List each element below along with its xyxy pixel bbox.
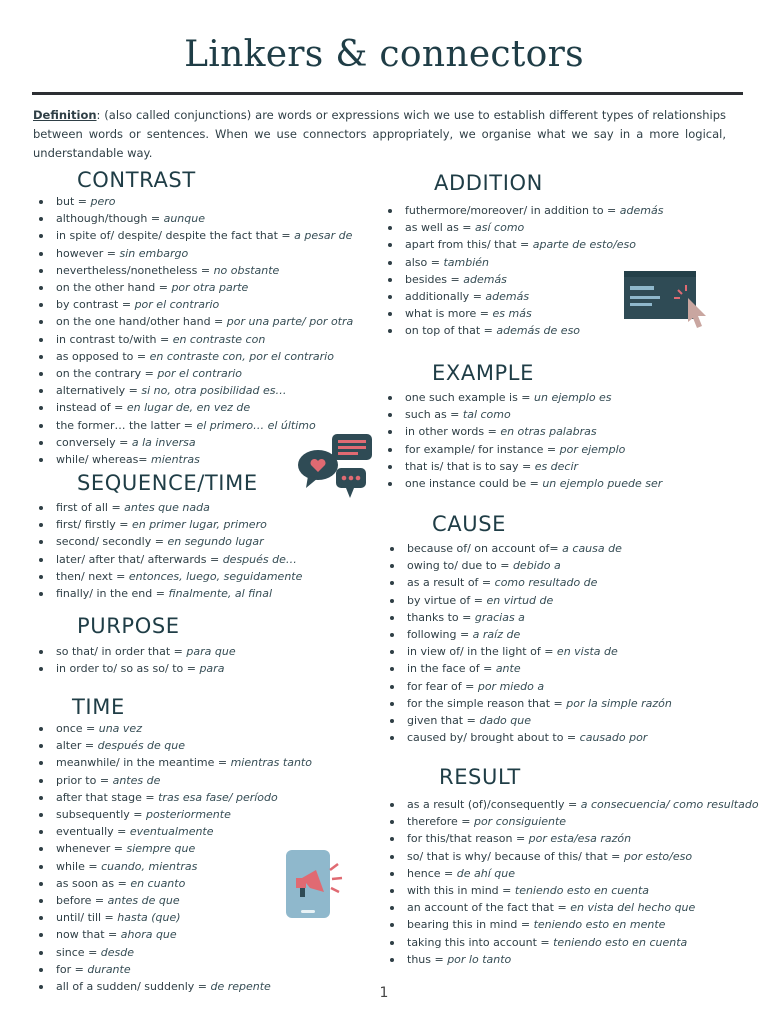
linker-spanish: en otras palabras bbox=[500, 425, 597, 439]
list-item bbox=[35, 806, 312, 823]
definition-text: : (also called conjunctions) are words or expressions wich we use to establish different types of relationships between words or sentences. When we use connectors appropriately, we organise what we say in a more logical, understandable way. bbox=[33, 108, 726, 160]
purpose-heading: PURPOSE bbox=[77, 614, 180, 638]
list-item bbox=[386, 712, 672, 729]
list-item bbox=[35, 944, 312, 961]
list-item bbox=[35, 858, 312, 875]
linker-spanish: por el contrario bbox=[134, 298, 220, 312]
list-item bbox=[384, 406, 662, 423]
linker-english: as opposed to = bbox=[56, 349, 150, 363]
list-item bbox=[386, 882, 759, 899]
list-item bbox=[384, 423, 662, 440]
linker-english: as a result of = bbox=[407, 576, 495, 590]
list-item bbox=[35, 210, 353, 227]
linker-english: apart from this/ that = bbox=[405, 238, 533, 252]
linker-english: instead of = bbox=[56, 401, 127, 415]
linker-spanish: por otra parte bbox=[171, 281, 249, 295]
list-item bbox=[386, 660, 672, 677]
linker-spanish: desde bbox=[100, 945, 135, 959]
linker-spanish: para que bbox=[186, 645, 236, 658]
list-item bbox=[35, 875, 312, 892]
linker-spanish: antes que nada bbox=[124, 501, 210, 514]
linker-english: futhermore/moreover/ in addition to = bbox=[405, 204, 620, 217]
linker-english: given that = bbox=[407, 714, 480, 728]
linker-english: nevertheless/nonetheless = bbox=[56, 263, 214, 277]
linker-spanish: sin embargo bbox=[119, 246, 189, 260]
linker-english: conversely = bbox=[56, 435, 132, 449]
list-item bbox=[35, 279, 353, 296]
list-item bbox=[35, 789, 312, 806]
list-item bbox=[386, 626, 672, 643]
linker-spanish: además bbox=[619, 204, 664, 217]
linker-english: following = bbox=[407, 628, 473, 642]
sequence-section bbox=[35, 470, 302, 602]
linker-spanish: también bbox=[443, 255, 490, 269]
linker-spanish: debido a bbox=[512, 559, 561, 573]
linker-spanish: no obstante bbox=[213, 263, 280, 277]
linker-spanish: aparte de esto/eso bbox=[532, 238, 637, 252]
list-item bbox=[35, 737, 312, 754]
linker-spanish: por ejemplo bbox=[559, 442, 626, 456]
list-item bbox=[35, 499, 302, 516]
linker-spanish: para bbox=[199, 662, 225, 676]
time-heading: TIME bbox=[72, 695, 125, 719]
linker-spanish: entonces, luego, seguidamente bbox=[128, 569, 303, 583]
linker-english: taking this into account = bbox=[407, 935, 554, 949]
page-title: Linkers & connectors bbox=[184, 34, 584, 75]
linker-english: while = bbox=[56, 859, 102, 873]
linker-english: also = bbox=[405, 255, 444, 269]
linker-spanish: además de eso bbox=[496, 324, 581, 338]
linker-english: second/ secondly = bbox=[56, 535, 168, 549]
linker-english: in contrast to/with = bbox=[56, 332, 173, 346]
linker-english: then/ next = bbox=[56, 569, 129, 583]
linker-spanish: tal como bbox=[462, 408, 511, 422]
linker-english: thus = bbox=[407, 952, 448, 966]
linker-spanish: finalmente, al final bbox=[168, 587, 273, 601]
list-item bbox=[386, 848, 759, 865]
browser-click-icon bbox=[622, 268, 714, 330]
list-item bbox=[35, 193, 353, 210]
linker-spanish: una vez bbox=[98, 722, 142, 735]
list-item bbox=[35, 720, 312, 737]
linker-english: on the other hand = bbox=[56, 281, 172, 295]
list-item bbox=[386, 592, 672, 609]
linker-english: finally/ in the end = bbox=[56, 587, 169, 601]
chat-bubbles-icon bbox=[296, 432, 376, 502]
list-item bbox=[386, 609, 672, 626]
linker-spanish: tras esa fase/ período bbox=[158, 790, 278, 804]
list-item bbox=[386, 813, 759, 830]
cause-list bbox=[386, 540, 672, 746]
contrast-list bbox=[35, 193, 353, 468]
definition-paragraph bbox=[33, 106, 726, 163]
example-section bbox=[384, 360, 662, 492]
linker-spanish: mientras tanto bbox=[230, 756, 312, 770]
contrast-section bbox=[35, 167, 353, 468]
linker-spanish: por consiguiente bbox=[473, 815, 567, 829]
list-item bbox=[386, 729, 672, 746]
linker-english: however = bbox=[56, 246, 120, 260]
list-item bbox=[384, 389, 662, 406]
linker-english: in other words = bbox=[405, 425, 501, 439]
list-item bbox=[384, 219, 663, 236]
list-item bbox=[35, 909, 312, 926]
linker-spanish: por miedo a bbox=[477, 679, 545, 693]
result-section bbox=[386, 764, 759, 968]
linker-english: so/ that is why/ because of this/ that = bbox=[407, 849, 624, 863]
linker-spanish: por el contrario bbox=[157, 367, 243, 381]
linker-spanish: gracias a bbox=[474, 610, 525, 624]
linker-english: for fear of = bbox=[407, 679, 478, 693]
linker-spanish: ante bbox=[495, 662, 521, 676]
list-item bbox=[384, 202, 663, 219]
linker-english: that is/ that is to say = bbox=[405, 459, 535, 473]
list-item bbox=[35, 643, 236, 660]
list-item bbox=[35, 772, 312, 789]
linker-spanish: pero bbox=[90, 195, 116, 208]
list-item bbox=[384, 441, 662, 458]
result-list bbox=[386, 796, 759, 968]
list-item bbox=[35, 660, 236, 677]
linker-spanish: siempre que bbox=[126, 842, 196, 856]
linker-english: first of all = bbox=[56, 501, 125, 514]
linker-spanish: además bbox=[485, 290, 530, 304]
list-item bbox=[386, 934, 759, 951]
list-item bbox=[35, 227, 353, 244]
list-item bbox=[384, 236, 663, 253]
linker-english: thanks to = bbox=[407, 610, 475, 624]
linker-english: by contrast = bbox=[56, 298, 135, 312]
list-item bbox=[35, 348, 353, 365]
list-item bbox=[386, 695, 672, 712]
linker-english: caused by/ brought about to = bbox=[407, 731, 580, 745]
linker-spanish: ahora que bbox=[120, 928, 177, 942]
linker-english: subsequently = bbox=[56, 808, 146, 822]
linker-english: an account of the fact that = bbox=[407, 901, 571, 915]
list-item bbox=[35, 313, 353, 330]
linker-english: as well as = bbox=[405, 221, 476, 235]
linker-english: the former… the latter = bbox=[56, 418, 197, 432]
linker-english: meanwhile/ in the meantime = bbox=[56, 756, 231, 770]
list-item bbox=[35, 585, 302, 602]
linker-spanish: el primero… el último bbox=[196, 418, 316, 432]
result-heading: RESULT bbox=[439, 765, 521, 789]
linker-spanish: hasta (que) bbox=[117, 911, 181, 925]
list-item bbox=[386, 643, 672, 660]
linker-english: eventually = bbox=[56, 825, 130, 839]
list-item bbox=[35, 568, 302, 585]
linker-english: first/ firstly = bbox=[56, 518, 132, 532]
list-item bbox=[35, 892, 312, 909]
linker-spanish: después de… bbox=[222, 552, 297, 566]
addition-heading: ADDITION bbox=[434, 171, 543, 195]
linker-english: what is more = bbox=[405, 307, 493, 321]
linker-spanish: es más bbox=[492, 307, 532, 321]
list-item bbox=[384, 458, 662, 475]
list-item bbox=[35, 551, 302, 568]
linker-english: on the one hand/other hand = bbox=[56, 315, 227, 329]
list-item bbox=[35, 365, 353, 382]
linker-spanish: cuando, mientras bbox=[101, 859, 198, 873]
linker-spanish: teniendo esto en cuenta bbox=[514, 884, 650, 898]
linker-english: as soon as = bbox=[56, 876, 131, 890]
sequence-list bbox=[35, 499, 302, 602]
linker-english: as a result (of)/consequently = bbox=[407, 798, 581, 811]
linker-spanish: en contraste con, por el contrario bbox=[149, 349, 334, 363]
linker-english: in the face of = bbox=[407, 662, 496, 676]
linker-english: for this/that reason = bbox=[407, 832, 529, 846]
list-item bbox=[386, 574, 672, 591]
list-item bbox=[35, 296, 353, 313]
list-item bbox=[35, 516, 302, 533]
linker-spanish: de ahí que bbox=[456, 866, 515, 880]
linker-spanish: causado por bbox=[579, 731, 648, 745]
linker-english: one such example is = bbox=[405, 391, 535, 404]
list-item bbox=[35, 926, 312, 943]
list-item bbox=[35, 961, 312, 978]
linker-spanish: si no, otra posibilidad es… bbox=[141, 384, 287, 398]
linker-english: additionally = bbox=[405, 290, 486, 304]
list-item bbox=[35, 533, 302, 550]
linker-english: on top of that = bbox=[405, 324, 497, 338]
linker-spanish: teniendo esto en cuenta bbox=[553, 935, 688, 949]
linker-spanish: a raíz de bbox=[472, 628, 521, 642]
linker-spanish: por esta/esa razón bbox=[528, 832, 632, 846]
linker-spanish: dado que bbox=[479, 714, 531, 728]
linker-spanish: eventualmente bbox=[129, 825, 214, 839]
linker-spanish: a la inversa bbox=[131, 435, 196, 449]
linker-spanish: en virtud de bbox=[486, 593, 554, 607]
linker-english: such as = bbox=[405, 408, 463, 422]
linker-spanish: después de que bbox=[97, 739, 186, 753]
example-list bbox=[384, 389, 662, 492]
linker-spanish: es decir bbox=[534, 459, 579, 473]
linker-spanish: por esto/eso bbox=[623, 849, 693, 863]
linker-spanish: de repente bbox=[210, 980, 271, 994]
linker-english: prior to = bbox=[56, 773, 113, 787]
list-item bbox=[35, 331, 353, 348]
contrast-heading: CONTRAST bbox=[77, 168, 196, 192]
linker-spanish: por una parte/ por otra bbox=[226, 315, 354, 329]
linker-spanish: por lo tanto bbox=[447, 952, 512, 966]
linker-spanish: en vista del hecho que bbox=[570, 901, 696, 915]
linker-spanish: antes de bbox=[112, 773, 161, 787]
list-item bbox=[386, 796, 759, 813]
linker-english: because of/ on account of= bbox=[407, 542, 563, 555]
linker-english: with this in mind = bbox=[407, 884, 515, 898]
list-item bbox=[35, 245, 353, 262]
linker-english: hence = bbox=[407, 866, 457, 880]
page-number: 1 bbox=[379, 985, 389, 1001]
linker-english: bearing this in mind = bbox=[407, 918, 534, 932]
sequence-heading: SEQUENCE/TIME bbox=[77, 471, 258, 495]
time-list bbox=[35, 720, 312, 995]
purpose-section bbox=[35, 613, 236, 677]
linker-english: alter = bbox=[56, 739, 98, 753]
linker-english: once = bbox=[56, 722, 99, 735]
linker-english: alternatively = bbox=[56, 384, 142, 398]
linker-spanish: durante bbox=[87, 962, 131, 976]
linker-english: before = bbox=[56, 894, 108, 908]
linker-spanish: en contraste con bbox=[172, 332, 266, 346]
linker-spanish: teniendo esto en mente bbox=[533, 918, 666, 932]
list-item bbox=[35, 382, 353, 399]
list-item bbox=[35, 754, 312, 771]
definition-label: Definition bbox=[33, 108, 97, 122]
linker-spanish: un ejemplo es bbox=[534, 391, 612, 404]
title-divider bbox=[32, 92, 743, 95]
linker-english: on the contrary = bbox=[56, 367, 158, 381]
linker-english: so that/ in order that = bbox=[56, 645, 187, 658]
list-item bbox=[386, 865, 759, 882]
purpose-list bbox=[35, 643, 236, 677]
list-item bbox=[35, 840, 312, 857]
list-item bbox=[386, 951, 759, 968]
list-item bbox=[386, 540, 672, 557]
linker-english: in view of/ in the light of = bbox=[407, 645, 557, 659]
linker-english: in order to/ so as so/ to = bbox=[56, 662, 200, 676]
list-item bbox=[386, 830, 759, 847]
linker-english: in spite of/ despite/ despite the fact that = bbox=[56, 229, 295, 243]
linker-spanish: posteriormente bbox=[145, 808, 231, 822]
linker-english: whenever = bbox=[56, 842, 127, 856]
list-item bbox=[35, 399, 353, 416]
list-item bbox=[386, 678, 672, 695]
linker-spanish: en vista de bbox=[556, 645, 618, 659]
linker-spanish: además bbox=[463, 272, 507, 286]
linker-english: since = bbox=[56, 945, 101, 959]
list-item bbox=[35, 978, 312, 995]
linker-english: until/ till = bbox=[56, 911, 118, 925]
linker-spanish: así como bbox=[475, 221, 525, 235]
linker-english: although/though = bbox=[56, 212, 164, 226]
linker-english: owing to/ due to = bbox=[407, 559, 513, 573]
list-item bbox=[35, 823, 312, 840]
linker-spanish: antes de que bbox=[107, 894, 180, 908]
linker-english: one instance could be = bbox=[405, 477, 543, 491]
linker-spanish: por la simple razón bbox=[566, 696, 672, 710]
linker-spanish: a causa de bbox=[562, 542, 622, 555]
linker-english: for = bbox=[56, 962, 88, 976]
linker-english: but = bbox=[56, 195, 91, 208]
linker-spanish: mientras bbox=[151, 453, 200, 467]
cause-section bbox=[386, 511, 672, 746]
linker-spanish: un ejemplo puede ser bbox=[542, 477, 663, 491]
time-section bbox=[35, 694, 312, 995]
linker-spanish: a consecuencia/ como resultado bbox=[580, 798, 759, 811]
list-item bbox=[386, 899, 759, 916]
linker-english: for example/ for instance = bbox=[405, 442, 560, 456]
list-item bbox=[384, 475, 662, 492]
cause-heading: CAUSE bbox=[432, 512, 506, 536]
linker-english: by virtue of = bbox=[407, 593, 487, 607]
linker-spanish: como resultado de bbox=[494, 576, 598, 590]
linker-english: now that = bbox=[56, 928, 121, 942]
linker-spanish: en segundo lugar bbox=[167, 535, 264, 549]
list-item bbox=[386, 557, 672, 574]
phone-megaphone-icon bbox=[282, 848, 354, 920]
linker-spanish: a pesar de bbox=[294, 229, 353, 243]
linker-spanish: aunque bbox=[163, 212, 205, 226]
list-item bbox=[35, 262, 353, 279]
linker-spanish: en primer lugar, primero bbox=[131, 518, 267, 532]
linker-english: after that stage = bbox=[56, 790, 159, 804]
linker-english: later/ after that/ afterwards = bbox=[56, 552, 223, 566]
linker-spanish: en cuanto bbox=[130, 876, 186, 890]
linker-english: besides = bbox=[405, 272, 464, 286]
example-heading: EXAMPLE bbox=[432, 361, 534, 385]
linker-spanish: en lugar de, en vez de bbox=[126, 401, 251, 415]
list-item bbox=[386, 916, 759, 933]
linker-english: therefore = bbox=[407, 815, 474, 829]
linker-english: for the simple reason that = bbox=[407, 696, 567, 710]
linker-english: while/ whereas= bbox=[56, 453, 152, 467]
linker-english: all of a sudden/ suddenly = bbox=[56, 980, 211, 994]
